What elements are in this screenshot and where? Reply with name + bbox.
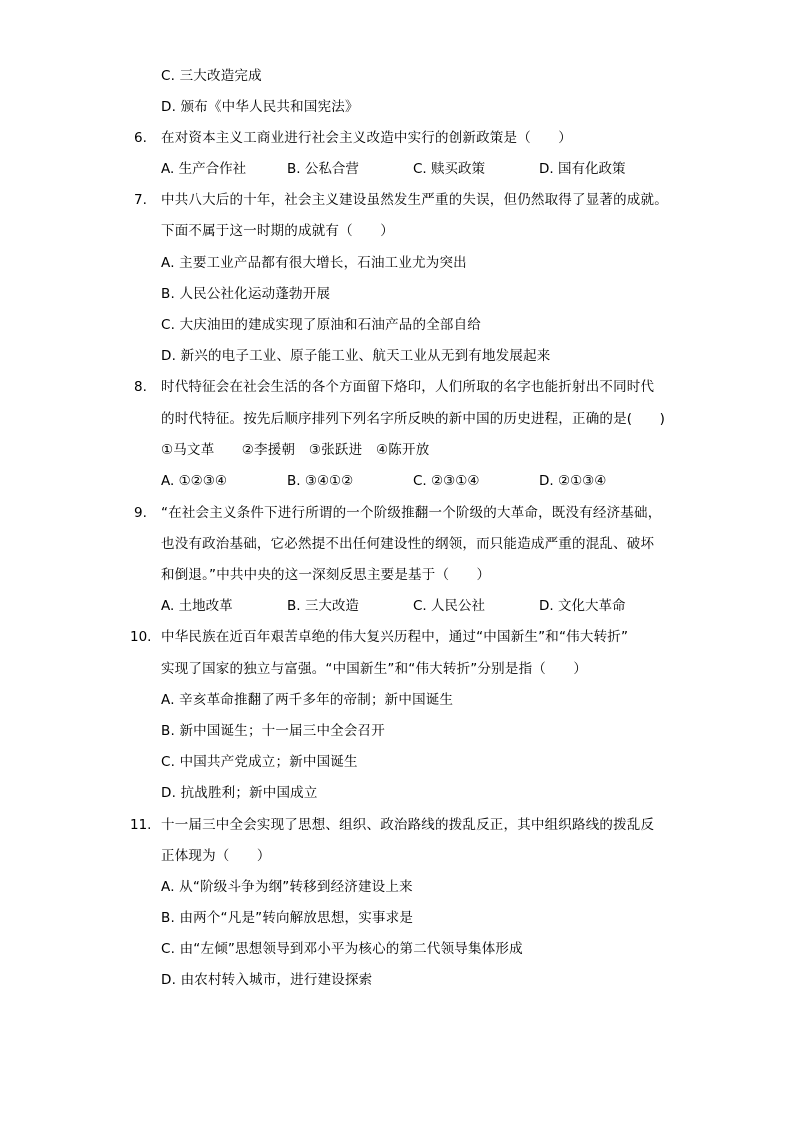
q8-option-c: C. ②③①④ xyxy=(413,473,480,489)
q7-option-c: C. 大庆油田的建成实现了原油和石油产品的全部自给 xyxy=(161,317,482,333)
q9-number: 9. xyxy=(134,505,147,521)
q11-option-c: C. 由“左倾”思想领导到邓小平为核心的第二代领导集体形成 xyxy=(161,941,523,957)
q8-option-a: A. ①②③④ xyxy=(161,473,227,489)
q10-option-b: B. 新中国诞生；十一届三中全会召开 xyxy=(161,723,385,739)
q9-option-a: A. 土地改革 xyxy=(161,598,233,614)
q7-option-d: D. 新兴的电子工业、原子能工业、航天工业从无到有地发展起来 xyxy=(161,348,551,364)
q5-option-c: C. 三大改造完成 xyxy=(161,68,262,84)
q6-option-b: B. 公私合营 xyxy=(287,161,359,177)
q9-stem-line2: 也没有政治基础，它必然提不出任何建设性的纲领，而只能造成严重的混乱、破坏 xyxy=(161,536,655,552)
q9-option-d: D. 文化大革命 xyxy=(539,598,626,614)
q7-option-a: A. 主要工业产品都有很大增长，石油工业尤为突出 xyxy=(161,255,467,271)
q7-option-b: B. 人民公社化运动蓬勃开展 xyxy=(161,286,331,302)
q6-option-c: C. 赎买政策 xyxy=(413,161,486,177)
q8-number: 8. xyxy=(134,379,147,395)
q6-number: 6. xyxy=(134,130,147,146)
q8-option-b: B. ③④①② xyxy=(287,473,354,489)
q9-stem-line1: “在社会主义条件下进行所谓的一个阶级推翻一个阶级的大革命，既没有经济基础， xyxy=(161,505,662,521)
q6-option-a: A. 生产合作社 xyxy=(161,161,247,177)
q6-stem: 在对资本主义工商业进行社会主义改造中实行的创新政策是（ ） xyxy=(161,130,572,146)
q11-option-d: D. 由农村转入城市，进行建设探索 xyxy=(161,972,373,988)
q9-stem-line3: 和倒退。”中共中央的这一深刻反思主要是基于（ ） xyxy=(161,567,491,583)
q10-stem-line2: 实现了国家的独立与富强。“中国新生”和“伟大转折”分别是指（ ） xyxy=(161,661,588,677)
q5-option-d: D. 颁布《中华人民共和国宪法》 xyxy=(161,99,359,115)
q8-stem-line2: 的时代特征。按先后顺序排列下列名字所反映的新中国的历史进程，正确的是( ) xyxy=(161,411,666,427)
q11-option-a: A. 从“阶级斗争为纲”转移到经济建设上来 xyxy=(161,879,413,895)
q7-stem-line1: 中共八大后的十年，社会主义建设虽然发生严重的失误，但仍然取得了显著的成就。 xyxy=(161,192,668,208)
q7-stem-line2: 下面不属于这一时期的成就有（ ） xyxy=(161,223,394,239)
q11-stem-line1: 十一届三中全会实现了思想、组织、政治路线的拨乱反正，其中组织路线的拨乱反 xyxy=(161,817,655,833)
q9-option-b: B. 三大改造 xyxy=(287,598,359,614)
q8-option-d: D. ②①③④ xyxy=(539,473,607,489)
q11-number: 11. xyxy=(130,817,152,833)
q8-name-items: ①马文革 ②李援朝 ③张跃进 ④陈开放 xyxy=(161,442,430,458)
q7-number: 7. xyxy=(134,192,147,208)
q10-number: 10. xyxy=(130,629,152,645)
q11-stem-line2: 正体现为（ ） xyxy=(161,848,271,864)
q9-option-c: C. 人民公社 xyxy=(413,598,486,614)
q10-option-a: A. 辛亥革命推翻了两千多年的帝制；新中国诞生 xyxy=(161,692,454,708)
q10-option-d: D. 抗战胜利；新中国成立 xyxy=(161,785,318,801)
q6-option-d: D. 国有化政策 xyxy=(539,161,626,177)
q10-stem-line1: 中华民族在近百年艰苦卓绝的伟大复兴历程中，通过“中国新生”和“伟大转折” xyxy=(161,629,629,645)
q8-stem-line1: 时代特征会在社会生活的各个方面留下烙印，人们所取的名字也能折射出不同时代 xyxy=(161,379,655,395)
q11-option-b: B. 由两个“凡是”转向解放思想，实事求是 xyxy=(161,910,414,926)
q10-option-c: C. 中国共产党成立；新中国诞生 xyxy=(161,754,358,770)
